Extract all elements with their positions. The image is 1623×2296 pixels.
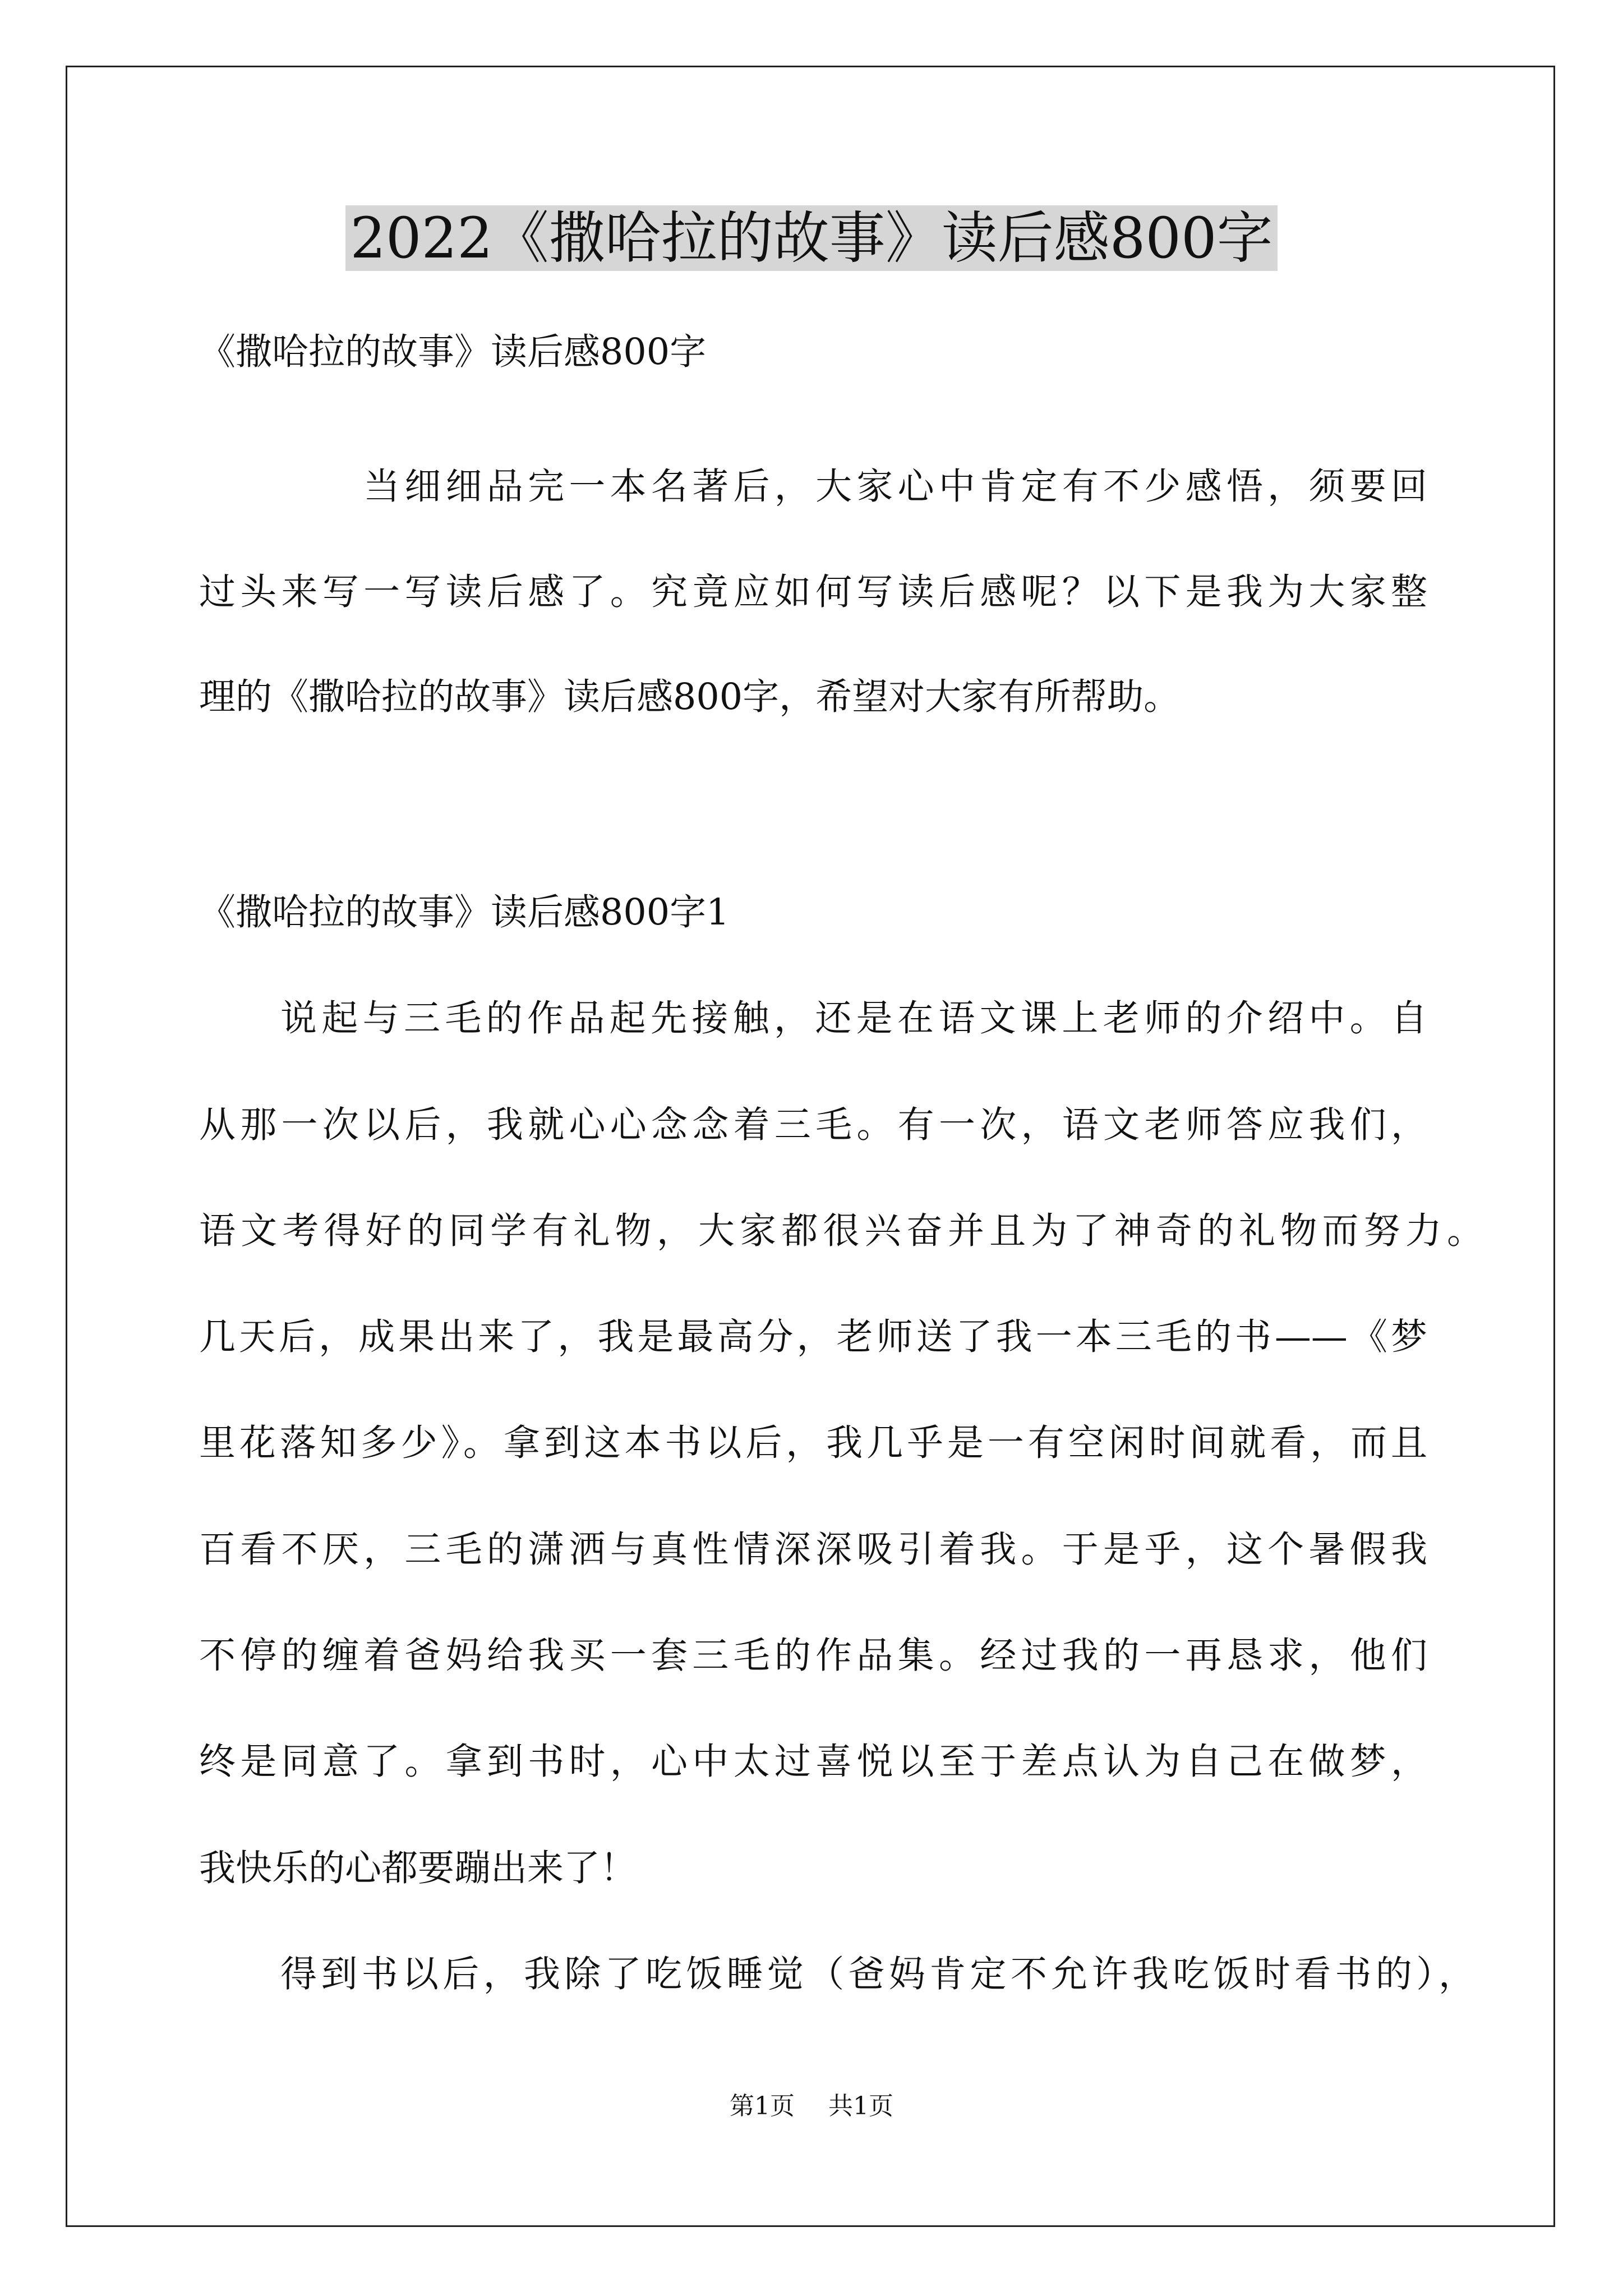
document-title [0, 196, 1623, 280]
intro-line-1: 当细细品完一本名著后，大家心中肯定有不少感悟，须要回 [363, 466, 1427, 508]
intro-line-3: 理的《撒哈拉的故事》读后感800字，希望对大家有所帮助。 [199, 676, 1181, 718]
body-line-5: 里花落知多少》。拿到这本书以后，我几乎是一有空闲时间就看，而且 [199, 1422, 1427, 1464]
body-line-2: 从那一次以后，我就心心念念着三毛。有一次，语文老师答应我们， [199, 1104, 1427, 1146]
body-line-10: 得到书以后，我除了吃饭睡觉（爸妈肯定不允许我吃饭时看书的）， [280, 1953, 1475, 1995]
intro-line-2: 过头来写一写读后感了。究竟应如何写读后感呢？以下是我为大家整 [199, 571, 1427, 613]
body-line-8: 终是同意了。拿到书时，心中太过喜悦以至于差点认为自己在做梦， [199, 1741, 1427, 1783]
page-footer [0, 2090, 1623, 2123]
page-total: 共1页 [828, 2092, 893, 2120]
body-line-7: 不停的缠着爸妈给我买一套三毛的作品集。经过我的一再恳求，他们 [199, 1635, 1427, 1677]
section-heading: 《撒哈拉的故事》读后感800字1 [199, 891, 730, 933]
body-line-4: 几天后，成果出来了，我是最高分，老师送了我一本三毛的书——《梦 [199, 1316, 1427, 1358]
subtitle: 《撒哈拉的故事》读后感800字 [199, 331, 707, 373]
page-number: 第1页 [730, 2092, 795, 2120]
document-title-text: 2022《撒哈拉的故事》读后感800字 [345, 205, 1277, 271]
body-line-9: 我快乐的心都要蹦出来了！ [199, 1847, 637, 1889]
body-line-1: 说起与三毛的作品起先接触，还是在语文课上老师的介绍中。自 [280, 997, 1427, 1039]
body-line-3: 语文考得好的同学有礼物，大家都很兴奋并且为了神奇的礼物而努力。 [199, 1210, 1483, 1252]
body-line-6: 百看不厌，三毛的潇洒与真性情深深吸引着我。于是乎，这个暑假我 [199, 1529, 1427, 1571]
